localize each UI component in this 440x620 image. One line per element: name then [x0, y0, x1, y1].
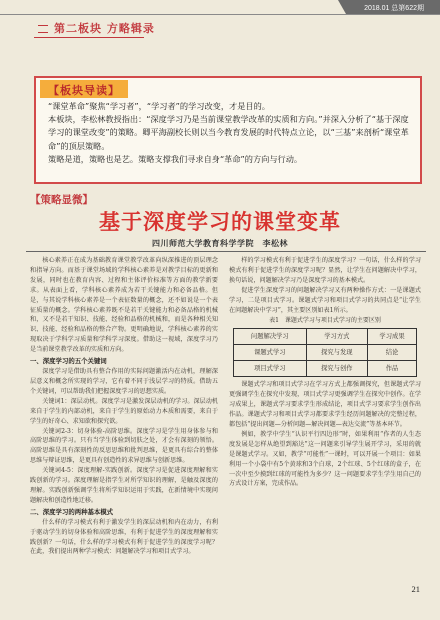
guide-text [48, 100, 412, 166]
guide-box [34, 76, 422, 184]
table-header-cell: 问题解决学习 [233, 329, 306, 345]
section-heading: 二、深度学习的两种基本模式 [30, 507, 114, 516]
section-label: 【策略显微】 [30, 194, 93, 206]
body-paragraph: 例如，教学中学生“认识平行四边形”时，如果利用“作者的人生态度发展是怎样从绝望到豁达”这一问题来引导学生展开学习，采用的就是课题式学习。又如，教学“可能性”一课时，可以开展一个项目：如果利用一个小袋中有5个黄球和3个白球，2个红球、5个红球的盒子，在一次中至少摸到红球的可能性为多少？这一问题要求学生学生用自己的方式设计方案，完成作品。 [229, 430, 421, 488]
table-header-cell: 学习成果 [367, 329, 416, 345]
header-rule [0, 14, 440, 15]
table-cell: 课题式学习 [233, 345, 306, 361]
guide-paragraph: “课堂革命”聚焦“学习者”，“学习者”的学习改变，才是目的。 [48, 101, 270, 111]
table-cell: 项目式学习 [233, 361, 306, 377]
left-column [30, 256, 218, 606]
comparison-table [233, 328, 417, 377]
body-paragraph: 深度学习是借助具有整合作用的实际问题激活内在动机，理解深层意义和概念所实现的学习，它有着不同于浅层学习的特质。借助五个关键词，可以帮助我们把握深度学习的思想实质。 [30, 368, 218, 395]
table-cell: 探究与创作 [306, 361, 367, 377]
table-row [233, 361, 416, 377]
table-header-cell: 学习方式 [306, 329, 367, 345]
right-column [229, 256, 421, 601]
column-tag: 第二板块 方略辑录 [38, 20, 155, 36]
author-line: 四川师范大学教育科学学院 李松林 [152, 239, 288, 248]
body-paragraph: 核心素养正在成为基础教育课堂教学改革向纵深推进的顶层理念和指导方向。而基于课堂场域的学科核心素养是对教学目标的更新和发展，同时也在教育内容、过程和主体评价标准等方面的教学新要求。从表面上看，学科核心素养成为若干关键能力和必备品格。但是，与其说学科核心素养是一个表征数量的概念，还不如说是一个表征质量的概念。学科核心素养既不是若干关键能力和必备品格的机械和，又不是若干知识、技能、经验和品格的机械和，而是各种相关知识、技能、经验和品格的整合产物。更明确地说，学科核心素养的实现取决于学科学习质量和学科学习深度。借助这一视域，深度学习乃是当前课堂教学改革的实质和方向。 [30, 257, 218, 354]
table-cell: 结论 [367, 345, 416, 361]
body-paragraph: 关键词1：深层动机。深度学习是激发深层动机的学习。深层动机来自于学生的内部动机，来自于学生的原始动力本质和需要，来自于学生的好奇心、求知欲和探究欲。 [30, 397, 218, 425]
body-paragraph: 关键词2-3：切身体验-高阶思维。深度学习是学生用身体参与和高阶思维的学习。只有当学生体验到切肤之处，才会有深刻的领悟。高阶思维是具有深刻性的反思思维和批判思维，是更具有综合的整体思维与辩证思维，是更具有创造性的求异思维与创新思维。 [30, 427, 218, 465]
table-cell: 探究与发现 [306, 345, 367, 361]
table-header-row [233, 329, 416, 345]
table-row [233, 345, 416, 361]
section-heading: 一、深度学习的五个关键词 [30, 357, 107, 366]
title-rule [26, 251, 426, 252]
body-paragraph: 样的学习模式有利于促进学生的深度学习？一句话，什么样的学习模式有利于促进学生的深度学习呢？显然，让学生在问题解决中学习，换句话说，问题解决学习乃是深度学习的基本模式。 [229, 257, 421, 284]
body-paragraph: 什么样的学习模式有利于激发学生的深层动机和内在动力，有利于驱动学生的切身体验和高阶思维，有利于促进学生的深度理解和实践创新？一句话，什么样的学习模式有利于促进学生的深度学习呢？在此，我们提出两种学习模式：问题解决学习和项目式学习。 [30, 518, 218, 556]
page-number: 21 [411, 584, 420, 594]
article-title: 基于深度学习的课堂变革 [99, 210, 341, 234]
table-caption: 表1 课题式学习与项目式学习的主要区别 [269, 317, 381, 325]
table-cell: 作品 [367, 361, 416, 377]
guide-paragraph: 本板块，李松林教授指出：“深度学习乃是当前课堂教学改革的实质和方向。”并深入分析了“基于深度学习的课堂改变”的策略。卿平海副校长则以当今教育发展的时代特点立论，以“三基”来剖析“课堂革命”的顶层策略。 [48, 114, 409, 151]
body-paragraph: 课题式学习和项目式学习在学习方式上都强调探究，但课题式学习更强调学生在探究中发现，项目式学习更强调学生在探究中创作。在学习成果上，课题式学习要求学生形成结论，项目式学习要求学生创作出作品。课题式学习和项目式学习都要求学生经历问题解决的完整过程，都包括“提出问题—分析问题—解决问题—表达交流”等基本环节。 [229, 381, 421, 428]
issue-banner: 2018.01 总第622期 [346, 0, 440, 14]
body-paragraph: 关键词4-5：深度理解-实践创新。深度学习是促进深度理解和实践创新的学习。深度理解是指学生对所学知识的理解，是触及深度的理解。实践创新强调学生将所学知识运用于实践，在新情境中实现问题解决和创造性地迁移。 [30, 467, 218, 504]
guide-title: 【板块导读】 [40, 80, 128, 98]
guide-paragraph: 策略是道，策略也是艺。策略支撑我们寻求自身“革命”的方向与行动。 [48, 153, 303, 164]
body-paragraph: 促进学生深度学习的问题解决学习又有两种操作方式：一是课题式学习，二是项目式学习。课题式学习和项目式学习的共同点是“让学生在问题解决中学习”，其主要区别如表1所示。 [229, 286, 421, 314]
